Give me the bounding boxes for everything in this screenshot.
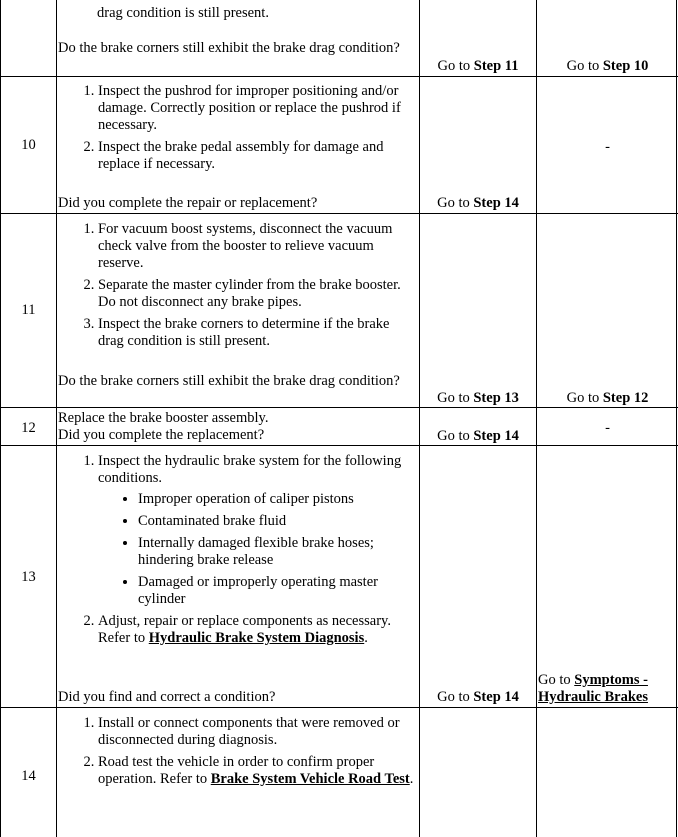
step-number: 14 — [21, 768, 36, 784]
list-item: 1. Install or connect components that were removed or disconnected during diagnosis. — [98, 715, 418, 749]
step-number: 10 — [21, 137, 36, 153]
step-link[interactable]: Step 10 — [602, 58, 649, 74]
list-item: 3. Inspect the brake corners to determine if the brake drag condition is still present. — [98, 316, 418, 350]
bullet-item: • Improper operation of caliper pistons — [138, 491, 418, 508]
table-row — [0, 408, 678, 445]
step-number: 13 — [21, 569, 36, 585]
list-item: 2. Road test the vehicle in order to confirm proper operation. Refer to Brake System Vehicle Road Test. — [98, 754, 418, 788]
step-link[interactable]: Step 12 — [602, 390, 649, 406]
reference-link[interactable]: Brake System Vehicle Road Test — [210, 771, 410, 787]
step-action — [58, 715, 418, 793]
bullet-item: • Contaminated brake fluid — [138, 513, 418, 530]
step-link[interactable]: Step 13 — [473, 390, 519, 406]
step-link[interactable]: Step 14 — [473, 428, 519, 444]
step-question: Did you find and correct a condition? — [58, 689, 276, 705]
no-result: Go to Step 12 — [566, 390, 649, 406]
table-row — [0, 77, 678, 213]
list-item: 2. Adjust, repair or replace components as necessary. Refer to Hydraulic Brake System Diagnosis. — [98, 613, 418, 647]
step-number: 12 — [21, 420, 36, 436]
yes-result: Go to Step 13 — [437, 390, 519, 406]
step-link[interactable]: Step 14 — [473, 195, 519, 211]
step-question: Did you complete the repair or replacement? — [58, 195, 318, 211]
list-item: 1. For vacuum boost systems, disconnect the vacuum check valve from the booster to relieve vacuum reserve. — [98, 221, 418, 272]
list-item: 2. Inspect the brake pedal assembly for damage and replace if necessary. — [98, 139, 418, 173]
list-item: 2. Separate the master cylinder from the brake booster. Do not disconnect any brake pipes. — [98, 277, 418, 311]
no-result: - — [605, 420, 610, 436]
table-row — [0, 214, 678, 407]
yes-result: Go to Step 14 — [437, 428, 519, 444]
yes-result: Go to Step 14 — [437, 689, 519, 705]
step-link[interactable]: Symptoms - Hydraulic Brakes — [538, 672, 648, 705]
continuation-text: drag condition is still present. — [97, 5, 269, 21]
step-link[interactable]: Step 11 — [473, 58, 519, 74]
table-row — [0, 446, 678, 707]
step-action: Replace the brake booster assembly. — [58, 410, 269, 426]
list-item: 1. Inspect the hydraulic brake system for the following conditions. • Improper operation of caliper pistons • Contaminated brake fluid • Internally damaged flexible brake hoses; hindering brake release • Damaged or improperly operating master cylinder — [98, 453, 418, 608]
bullet-item: • Internally damaged flexible brake hoses; hindering brake release — [138, 535, 418, 569]
step-link[interactable]: Step 14 — [473, 689, 519, 705]
step-question: Do the brake corners still exhibit the brake drag condition? — [58, 373, 400, 389]
bullet-item: • Damaged or improperly operating master cylinder — [138, 574, 418, 608]
no-result: Go to Step 10 — [566, 58, 649, 74]
step-action — [58, 83, 418, 178]
table-row — [0, 708, 678, 837]
no-result: Go to Symptoms - Hydraulic Brakes — [538, 672, 648, 705]
table-row — [0, 0, 678, 76]
step-action — [58, 221, 418, 355]
step-number: 11 — [21, 302, 36, 318]
reference-link[interactable]: Hydraulic Brake System Diagnosis — [148, 630, 365, 646]
no-result: - — [605, 139, 610, 155]
yes-result: Go to Step 14 — [437, 195, 519, 211]
step-question: Do the brake corners still exhibit the brake drag condition? — [58, 40, 400, 56]
step-action — [58, 453, 418, 652]
step-question: Did you complete the replacement? — [58, 427, 265, 443]
yes-result: Go to Step 11 — [437, 58, 519, 74]
list-item: 1. Inspect the pushrod for improper positioning and/or damage. Correctly position or replace the pushrod if necessary. — [98, 83, 418, 134]
